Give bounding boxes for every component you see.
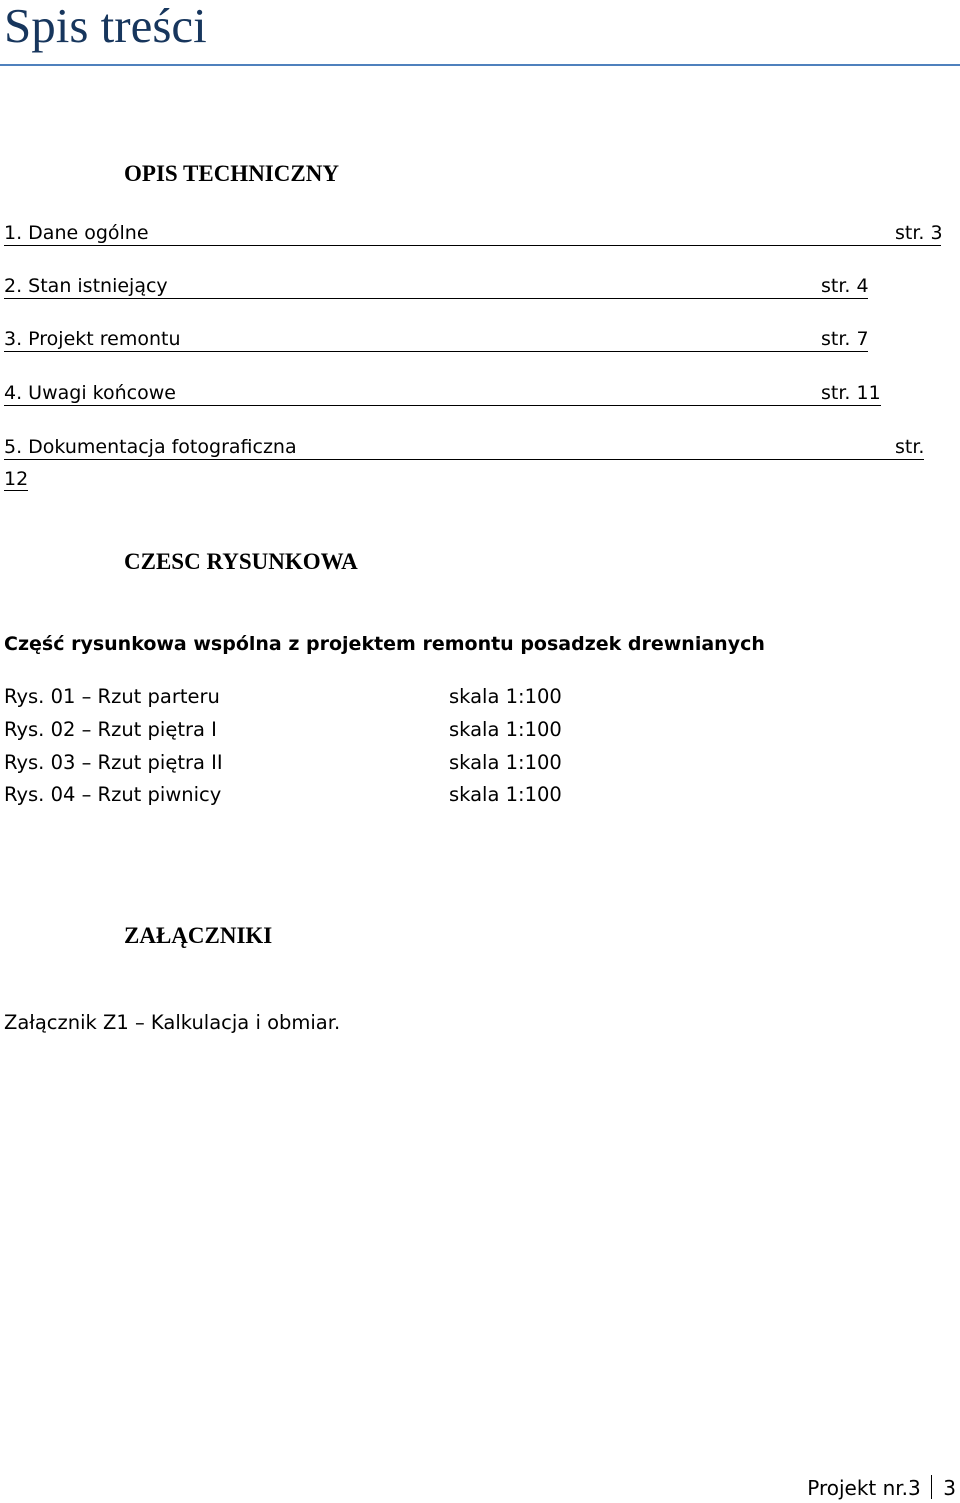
drawing-name: Rys. 01 – Rzut parteru bbox=[4, 685, 220, 708]
toc-entry-page-continued[interactable] bbox=[4, 466, 28, 491]
drawing-scale: skala 1:100 bbox=[449, 751, 562, 774]
toc-entry-page-number: 12 bbox=[4, 468, 29, 490]
title-underline bbox=[0, 64, 960, 66]
drawing-name: Rys. 04 – Rzut piwnicy bbox=[4, 783, 222, 806]
toc-entry-label: 3. Projekt remontu bbox=[4, 328, 181, 350]
toc-entry-label: 5. Dokumentacja fotograficzna bbox=[4, 436, 297, 458]
toc-entry-page: str. 7 bbox=[821, 328, 869, 350]
drawings-intro: Część rysunkowa wspólna z projektem remontu posadzek drewnianych bbox=[4, 633, 765, 655]
toc-entry-label: 4. Uwagi końcowe bbox=[4, 382, 176, 404]
toc-entry-label: 1. Dane ogólne bbox=[4, 222, 149, 244]
drawing-item bbox=[4, 684, 562, 710]
attachment-item: Załącznik Z1 – Kalkulacja i obmiar. bbox=[4, 1011, 341, 1034]
drawing-item bbox=[4, 782, 562, 808]
toc-entry-underline bbox=[4, 459, 924, 460]
drawing-scale: skala 1:100 bbox=[449, 783, 562, 806]
toc-entry-underline bbox=[4, 490, 28, 491]
toc-entry-page: str. bbox=[895, 436, 925, 458]
toc-entry-underline bbox=[4, 245, 941, 246]
drawing-name: Rys. 03 – Rzut piętra II bbox=[4, 751, 223, 774]
drawing-scale: skala 1:100 bbox=[449, 685, 562, 708]
toc-entry-page: str. 11 bbox=[821, 382, 881, 404]
toc-entry-underline bbox=[4, 298, 868, 299]
page-title: Spis treści bbox=[4, 0, 207, 53]
toc-entry-label: 2. Stan istniejący bbox=[4, 275, 168, 297]
footer-separator bbox=[931, 1475, 933, 1499]
toc-entry-page: str. 3 bbox=[895, 222, 943, 244]
toc-entry-underline bbox=[4, 351, 868, 352]
page-footer bbox=[807, 1474, 956, 1502]
toc-entry-underline bbox=[4, 405, 881, 406]
toc-entry-page: str. 4 bbox=[821, 275, 869, 297]
drawing-scale: skala 1:100 bbox=[449, 718, 562, 741]
section-heading-technical: OPIS TECHNICZNY bbox=[124, 161, 339, 186]
section-heading-drawings: CZESC RYSUNKOWA bbox=[124, 549, 358, 574]
drawing-item bbox=[4, 717, 562, 743]
drawing-name: Rys. 02 – Rzut piętra I bbox=[4, 718, 217, 741]
footer-project: Projekt nr.3 bbox=[807, 1476, 921, 1500]
drawing-item bbox=[4, 750, 562, 776]
section-heading-attachments: ZAŁĄCZNIKI bbox=[124, 923, 273, 948]
footer-page-number: 3 bbox=[943, 1476, 956, 1500]
